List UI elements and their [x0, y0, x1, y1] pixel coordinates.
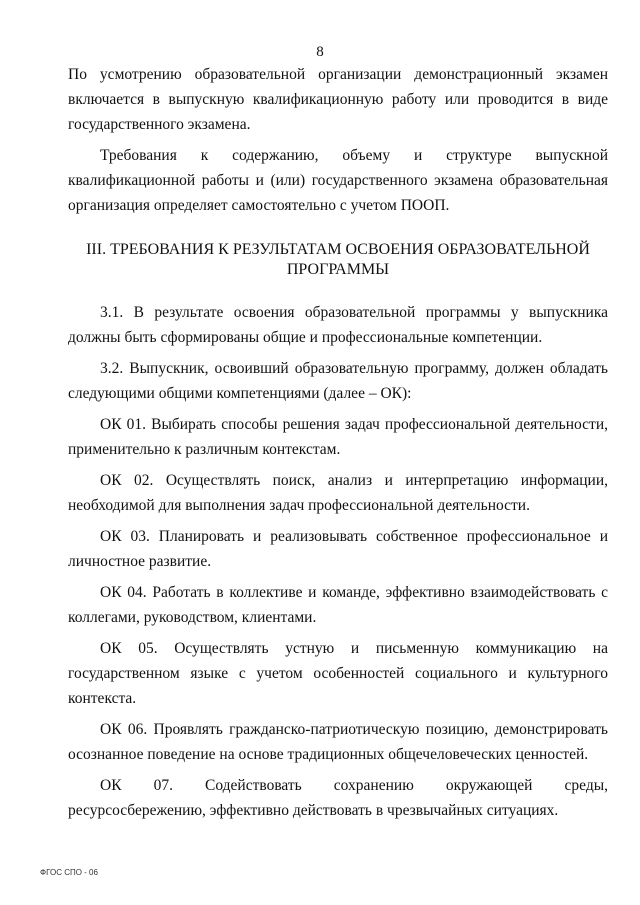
paragraph-exam-requirements: Требования к содержанию, объему и структуре выпускной квалификационной работы и (или) государственного экзамена образовательная организация определяет самостоятельно с учетом ПООП.: [68, 147, 608, 214]
clause-3-2: 3.2. Выпускник, освоивший образовательную программу, должен обладать следующими общими компетенциями (далее – ОК):: [68, 360, 608, 402]
competency-ok-03: ОК 03. Планировать и реализовывать собственное профессиональное и личностное развитие.: [68, 528, 608, 570]
competency-ok-07: ОК 07. Содействовать сохранению окружающей среды, ресурсосбережению, эффективно действовать в чрезвычайных ситуациях.: [68, 777, 608, 819]
page-content: [68, 62, 608, 823]
clause-3-1: 3.1. В результате освоения образовательной программы у выпускника должны быть сформированы общие и профессиональные компетенции.: [68, 304, 608, 346]
competency-ok-01: ОК 01. Выбирать способы решения задач профессиональной деятельности, применительно к различным контекстам.: [68, 416, 608, 458]
competency-ok-04: ОК 04. Работать в коллективе и команде, эффективно взаимодействовать с коллегами, руководством, клиентами.: [68, 584, 608, 626]
page-number: 8: [316, 44, 324, 60]
competency-ok-05: ОК 05. Осуществлять устную и письменную коммуникацию на государственном языке с учетом особенностей социального и культурного контекста.: [68, 640, 608, 707]
section-heading: III. ТРЕБОВАНИЯ К РЕЗУЛЬТАТАМ ОСВОЕНИЯ ОБРАЗОВАТЕЛЬНОЙ ПРОГРАММЫ: [86, 241, 590, 278]
competency-ok-02: ОК 02. Осуществлять поиск, анализ и интерпретацию информации, необходимой для выполнения задач профессиональной деятельности.: [68, 472, 608, 514]
footer-doc-code: ФГОС СПО - 06: [40, 868, 98, 877]
paragraph-exam-inclusion: По усмотрению образовательной организации демонстрационный экзамен включается в выпускную квалификационную работу или проводится в виде государственного экзамена.: [68, 66, 608, 133]
competency-ok-06: ОК 06. Проявлять гражданско-патриотическую позицию, демонстрировать осознанное поведение на основе традиционных общечеловеческих ценностей.: [68, 721, 608, 763]
